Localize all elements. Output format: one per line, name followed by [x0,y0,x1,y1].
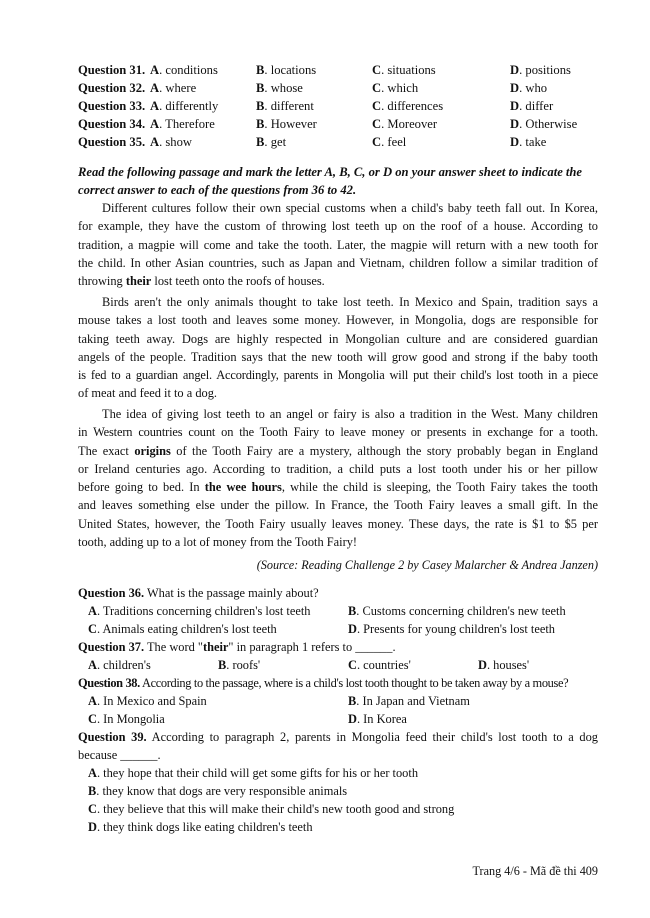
q38-option-a[interactable] [88,692,207,710]
option-a[interactable] [150,133,192,151]
question-38-stem [78,674,598,692]
option-letter: A [150,117,160,131]
option-text: . conditions [159,63,218,77]
q38-option-b[interactable] [348,692,470,710]
p3-text: The exact [78,443,135,458]
option-letter: C [88,712,97,726]
passage-paragraph-3 [78,405,598,551]
question-39-stem [78,728,598,746]
option-text: . Customs concerning children's new teeth [356,604,566,618]
question-text: According to paragraph 2, parents in Mongolia feed their child's lost tooth to a dog [146,730,598,744]
p3-text: before going to bed. In [78,480,205,495]
option-a[interactable] [150,61,218,79]
question-number: Question 36. [78,586,145,600]
option-b[interactable] [256,97,314,115]
passage-source: (Source: Reading Challenge 2 by Casey Malarcher & Andrea Janzen) [256,558,598,572]
option-text: . whose [264,81,303,95]
option-text: . take [519,135,547,149]
option-letter: A [150,81,160,95]
question-text: What is the passage mainly about? [144,586,319,600]
p3-line [78,442,598,460]
passage-paragraph-1 [78,199,598,290]
p3-line: or Ireland centuries ago. According to tradition, a child puts a lost tooth under his or her pillow [78,461,598,476]
passage-paragraph-2 [78,293,598,403]
option-text: . Therefore [159,117,215,131]
option-c[interactable] [372,115,437,133]
p1-text: throwing [78,274,126,289]
p2-line: taking teeth away. Dogs are highly respected in Mongolian culture and are considered guardian [78,331,598,346]
p2-line: mouse takes a lost tooth and leaves some money. However, in Mongolia, dogs are responsible for [78,313,598,328]
option-a[interactable] [150,79,196,97]
option-d[interactable] [510,61,571,79]
option-letter: C [348,658,357,672]
option-text: . children's [96,658,151,672]
p1-line: Different cultures follow their own special customs when a child's baby teeth fall out. In Korea, [102,201,598,215]
q39-option-d[interactable] [88,818,313,836]
option-text: . get [264,135,287,149]
option-text: . Otherwise [519,117,578,131]
option-text: . differ [519,99,554,113]
option-text: . they know that dogs are very responsible animals [96,784,348,798]
question-number: Question 32. [78,81,146,95]
option-letter: B [256,117,265,131]
option-c[interactable] [372,61,436,79]
p3-text: , while the child is sleeping, the Tooth Fairy takes the tooth [281,480,598,495]
option-text: . they believe that this will make their child's new tooth good and strong [96,802,455,816]
bold-word-origins: origins [134,443,171,458]
q39-option-b[interactable] [88,782,347,800]
q36-option-a[interactable] [88,602,311,620]
p2-line: angels of the people. Tradition says that the new tooth will grow good and strong if the baby tooth [78,349,598,364]
option-a[interactable] [150,115,215,133]
option-text: . they hope that their child will get some gifts for his or her tooth [96,766,419,780]
question-text: According to the passage, where is a child's lost tooth thought to be taken away by a mouse? [139,676,569,690]
option-d[interactable] [510,79,547,97]
option-c[interactable] [372,133,406,151]
p1-text: lost teeth onto the roofs of houses. [151,274,325,289]
p3-text: of the Tooth Fairy are a mystery, although the story probably began in England [170,443,598,458]
option-letter: A [88,766,97,780]
option-text: . Moreover [381,117,438,131]
option-letter: B [256,135,265,149]
option-letter: B [256,63,265,77]
option-letter: A [88,694,97,708]
q37-option-d[interactable] [478,656,529,674]
option-letter: B [256,81,265,95]
option-text: . In Korea [356,712,407,726]
option-text: . situations [381,63,436,77]
p2-line: of meat and feed it to a dog. [78,386,218,401]
option-letter: A [150,63,160,77]
option-text: . feel [381,135,407,149]
question-37-stem [78,638,598,656]
option-a[interactable] [150,97,218,115]
option-text: . differently [159,99,219,113]
option-b[interactable] [256,61,316,79]
p3-line: The idea of giving lost teeth to an angel or fairy is also a tradition in the West. Many children [102,407,598,421]
option-text: . Animals eating children's lost teeth [96,622,277,636]
question-number: Question 38. [78,676,140,690]
q38-option-c[interactable] [88,710,165,728]
q36-option-c[interactable] [88,620,277,638]
option-letter: D [510,117,520,131]
p3-line [78,478,598,496]
option-text: . Traditions concerning children's lost teeth [96,604,311,618]
p3-line: tooth, adding up to a lot of money from the Tooth Fairy! [78,535,358,550]
option-letter: D [348,622,357,636]
option-letter: D [510,99,520,113]
question-36-stem [78,584,598,602]
option-text: . In Mexico and Spain [96,694,207,708]
option-c[interactable] [372,79,418,97]
option-letter: D [510,135,520,149]
option-letter: A [150,135,160,149]
page-footer: Trang 4/6 - Mã đề thi 409 [472,864,598,878]
option-letter: B [348,694,357,708]
p1-line [78,272,598,290]
option-text: . they think dogs like eating children's teeth [96,820,313,834]
instruction-line-2: correct answer to each of the questions from 36 to 42. [78,183,357,197]
q37-option-b[interactable] [218,656,260,674]
option-d[interactable] [510,97,553,115]
option-letter: C [372,99,382,113]
option-text: . show [159,135,192,149]
option-letter: D [510,81,520,95]
option-letter: B [348,604,357,618]
option-letter: C [88,622,97,636]
option-text: . houses' [486,658,530,672]
instruction-line-1: Read the following passage and mark the letter A, B, C, or D on your answer sheet to indicate the [78,165,583,179]
question-number: Question 39. [78,730,147,744]
option-letter: C [372,63,382,77]
option-text: . differences [381,99,444,113]
p3-line: United States, however, the Tooth Fairy usually leaves money. These days, the rate is $1 to $5 per [78,516,598,531]
option-text: . Presents for young children's lost teeth [356,622,555,636]
option-b[interactable] [256,79,303,97]
p2-line: is fed to a guardian angel. Accordingly, parents in Mongolia will put their child's lost tooth in a piece [78,368,598,383]
option-text: . different [264,99,314,113]
option-letter: D [348,712,357,726]
p3-line: in Western countries count on the Tooth Fairy to leave money or presents in exchange for a tooth. [78,425,598,440]
option-c[interactable] [372,97,443,115]
option-letter: A [88,604,97,618]
q36-option-d[interactable] [348,620,555,638]
option-text: . In Japan and Vietnam [356,694,470,708]
option-text: . In Mongolia [96,712,165,726]
p1-line: for example, they have the custom of throwing lost teeth up on the roof of a house. According to [78,219,598,234]
q36-option-b[interactable] [348,602,566,620]
q38-option-d[interactable] [348,710,407,728]
option-text: . where [159,81,197,95]
question-number: Question 37. [78,640,145,654]
option-letter: C [372,135,382,149]
p3-line: and leaves something else under the pillow. In France, the Tooth Fairy leaves a small gift. In the [78,498,598,513]
reading-instruction [78,163,598,199]
question-number: Question 31. [78,63,146,77]
option-letter: A [150,99,160,113]
option-d[interactable] [510,133,546,151]
option-text: . who [519,81,548,95]
p2-line: Birds aren't the only animals thought to take lost teeth. In Mexico and Spain, tradition says a [102,295,598,309]
bold-word-their: their [125,274,152,289]
option-letter: B [256,99,265,113]
option-letter: C [88,802,97,816]
question-39-stem-cont: because ______. [78,748,161,762]
question-text: " in paragraph 1 refers to ______. [228,640,396,654]
p1-line: tradition, a magpie will come and take the tooth. Later, the magpie will return with a new tooth for [78,237,598,252]
q37-option-c[interactable] [348,656,411,674]
q39-option-a[interactable] [88,764,418,782]
option-letter: C [372,117,382,131]
option-b[interactable] [256,115,317,133]
question-text: The word " [144,640,203,654]
option-d[interactable] [510,115,577,133]
option-text: . However [264,117,317,131]
option-text: . locations [264,63,317,77]
question-number: Question 35. [78,135,146,149]
option-b[interactable] [256,133,286,151]
question-number: Question 34. [78,117,146,131]
option-letter: C [372,81,382,95]
option-letter: D [478,658,487,672]
option-letter: B [88,784,97,798]
q37-option-a[interactable] [88,656,151,674]
option-text: . countries' [356,658,411,672]
p1-line: the child. In other Asian countries, such as Japan and Vietnam, children follow a similar tradition of [78,255,598,270]
option-letter: B [218,658,227,672]
option-letter: A [88,658,97,672]
option-letter: D [88,820,97,834]
option-text: . positions [519,63,571,77]
option-text: . which [381,81,419,95]
q39-option-c[interactable] [88,800,454,818]
bold-word-their: their [202,640,229,654]
option-letter: D [510,63,520,77]
question-number: Question 33. [78,99,146,113]
option-text: . roofs' [226,658,261,672]
bold-phrase-wee-hours: the wee hours [204,480,282,495]
